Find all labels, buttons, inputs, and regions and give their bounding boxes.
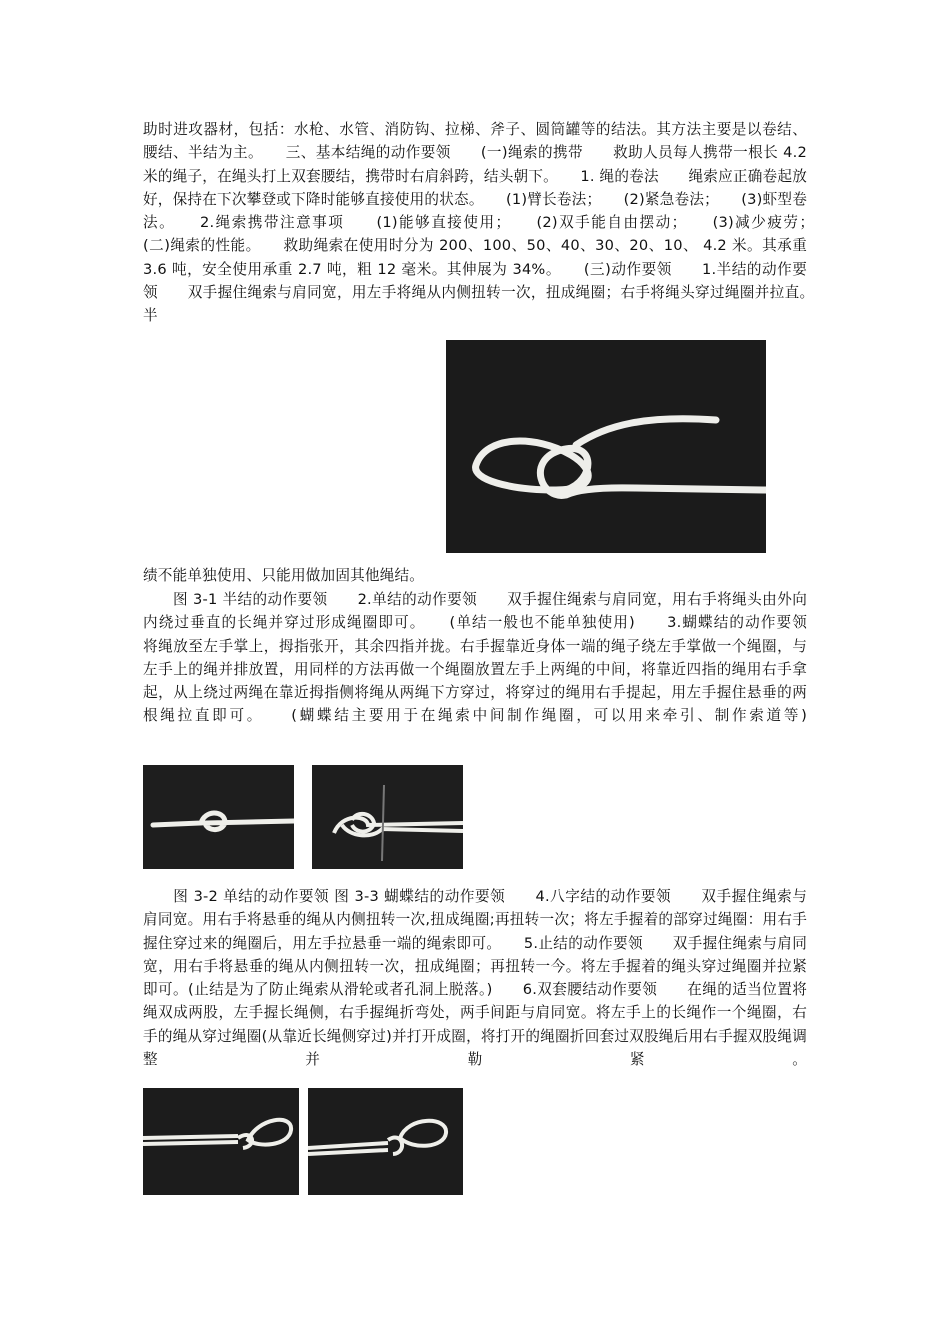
- paragraph-3: 图 3-1 半结的动作要领 2.单结的动作要领 双手握住绳索与肩同宽，用右手将绳头由外向内绕过垂直的长绳并穿过形成绳圈即可。 (单结一般也不能单独使用) 3.蝴蝶结的动作要领 将绳放至左手掌上，拇指张开，其余四指并拢。右手握靠近身体一端的绳子绕左手掌做一个绳圈，与左手上的绳并排放置，用同样的方法再做一个绳圈放置左手上两绳的中间，将靠近四指的绳用右手拿起，从上绕过两绳在靠近拇指侧将绳从两绳下方穿过，将穿过的绳用右手提起，用左手握住悬垂的两根绳拉直即可。 (蝴蝶结主要用于在绳索中间制作绳圈，可以用来牵引、制作索道等): [143, 591, 837, 725]
- paragraph-4: 图 3-2 单结的动作要领 图 3-3 蝴蝶结的动作要领 4.八字结的动作要领 双手握住绳索与肩同宽。用右手将悬垂的绳从内侧扭转一次,扭成绳圈;再扭转一次；将左手握着的部穿过绳圈：用右手握住穿过来的绳圈后，用左手拉悬垂一端的绳索即可。 5.止结的动作要领 双手握住绳索与肩同宽，用右手将悬垂的绳从内侧扭转一次，扭成绳圈；再扭转一今。将左手握着的绳头穿过绳圈并拉紧即可。(止结是为了防止绳索从滑轮或者孔洞上脱落。) 6.双套腰结动作要领 在绳的适当位置将绳双成两股，左手握长绳侧，右手握绳折弯处，两手间距与肩同宽。将左手上的长绳作一个绳圈，右手的绳从穿过绳圈(从靠近长绳侧穿过)并打开成圈，将打开的绳圈折回套过双股绳后用右手握双股绳调整并勒紧。: [143, 888, 807, 1069]
- photo-half-knot: [446, 340, 766, 553]
- paragraph-2: 绩不能单独使用、只能用做加固其他绳结。: [143, 567, 425, 584]
- photo-double-bowline-2: [308, 1088, 463, 1195]
- photo-overhand-knot: [143, 765, 294, 869]
- photo-butterfly-knot: [312, 765, 463, 869]
- photo-double-bowline-1: [143, 1088, 299, 1195]
- paragraph-1: 助时进攻器材，包括：水枪、水管、消防钩、拉梯、斧子、圆筒罐等的结法。其方法主要是以卷结、腰结、半结为主。 三、基本结绳的动作要领 (一)绳索的携带 救助人员每人携带一根长 4.2 米的绳子，在绳头打上双套腰结，携带时右肩斜跨，结头朝下。 1. 绳的卷法 绳索应正确卷起放好，保持在下次攀登或下降时能够直接使用的状态。 (1)臂长卷法； (2)紧急卷法； (3)虾型卷法。 2.绳索携带注意事项 (1)能够直接使用； (2)双手能自由摆动； (3)减少疲劳； (二)绳索的性能。 救助绳索在使用时分为 200、100、50、40、30、20、10、 4.2 米。其承重 3.6 吨，安全使用承重 2.7 吨，粗 12 毫米。其伸展为 34%。 (三)动作要领 1.半结的动作要领 双手握住绳索与肩同宽，用左手将绳从内侧扭转一次，扭成绳圈；右手将绳头穿过绳圈并拉直。 半: [143, 121, 837, 325]
